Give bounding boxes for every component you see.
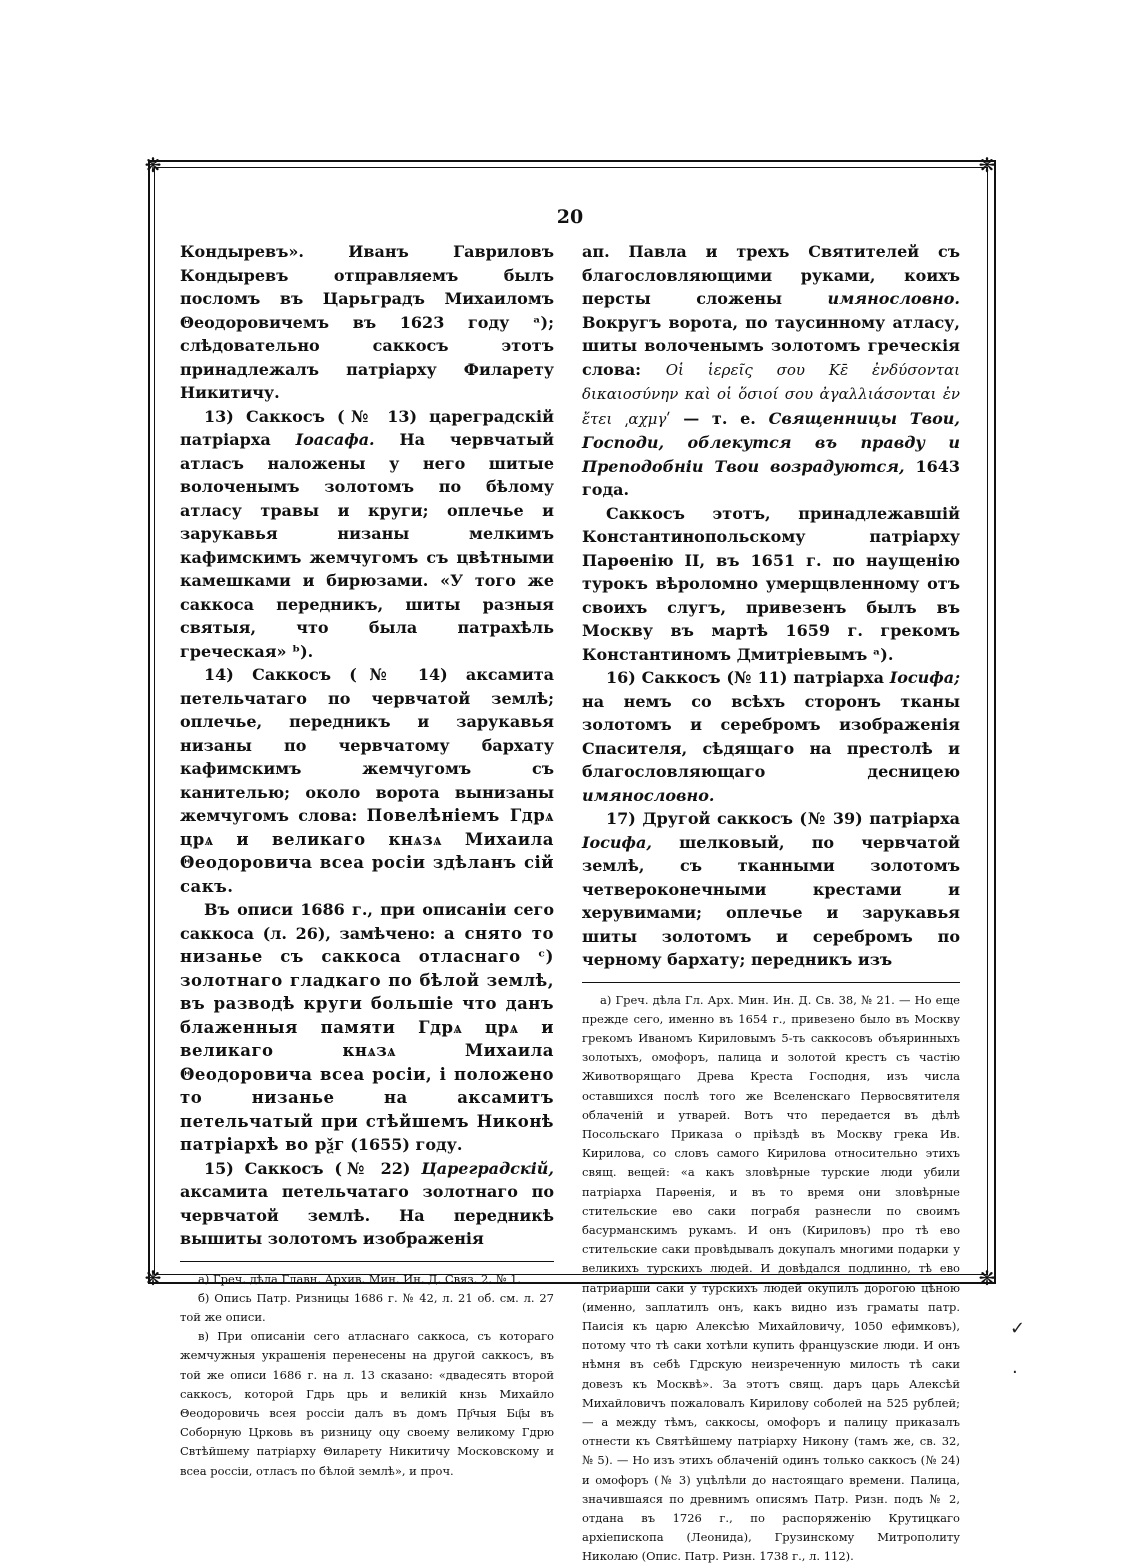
right-column xyxy=(582,240,960,1567)
footnotes-left xyxy=(180,1270,554,1481)
page-number: 20 xyxy=(556,206,584,228)
paragraph: 13) Саккосъ (№ 13) цареградскій патріарха Іоасафа. На червчатый атласъ наложены у него шитые волоченымъ золотомъ по бѣлому атласу травы и круги; оплечье и зарукавья низаны мелкимъ кафимскимъ жемчугомъ съ цвѣтными камешками и бирюзами. «У того же саккоса передникъ, шиты разныя святыя, что была патрахѣль греческая» ᵇ). xyxy=(180,406,554,661)
church-slavonic-quote: а снято то низанье съ саккоса отласнаго ᶜ) золотнаго гладкаго по бѣлой землѣ, въ разводѣ круги большіе что данъ блаженныя памяти Гдрѧ црѧ и великаго кнѧзѧ Михаила Θеодоровича всеа росіи, і положено то низанье на аксамитъ петельчатый при стѣйшемъ Никонѣ патріархѣ во рѯг xyxy=(180,923,555,1154)
footnote: б) Опись Патр. Ризницы 1686 г. № 42, л. 21 об. см. л. 27 той же описи. xyxy=(180,1290,554,1324)
church-slavonic-inscription: Повелѣніемъ Гдрѧ црѧ и великаго кнѧзѧ Михаила Θеодоровича всеа росіи здѣланъ сій сакъ. xyxy=(180,806,554,896)
paragraph: 14) Саккосъ (№ 14) аксамита петельчатаго по червчатой землѣ; оплечье, передникъ и зарукавья низаны по червчатому бархату кафимскимъ жемчугомъ съ канителью; около ворота вынизаны жемчугомъ слова: Повелѣніемъ Гдрѧ црѧ и великаго кнѧзѧ Михаила Θеодоровича всеа росіи здѣланъ сій сакъ. xyxy=(180,665,554,896)
margin-mark: ✓ xyxy=(1010,1318,1026,1339)
paragraph: Саккосъ этотъ, принадлежавшій Константинопольскому патріарху Парѳенію II, въ 1651 г. по наущенію турокъ вѣроломно умерщвленному отъ своихъ слугъ, привезенъ былъ въ Москву въ мартѣ 1659 г. грекомъ Константиномъ Дмитріевымъ ᵃ). xyxy=(582,503,960,664)
greek-inscription: Οἱ ἱερεῖς σου Κε̄ ἐνδύσονται δικαιοσύνην καὶ οἱ ὅσιοί σου ἀγαλλιάσονται ἐν ἔτει ͵αχμγʹ xyxy=(582,360,961,428)
paragraph: 16) Саккосъ (№ 11) патріарха Іосифа; на немъ со всѣхъ сторонъ тканы золотомъ и серебромъ изображенія Спасителя, сѣдящаго на престолѣ и благословляющаго десницею имянословно. xyxy=(582,668,960,805)
footnote-rule xyxy=(180,1261,554,1262)
footnote: а) Греч. дѣла Гл. Арх. Мин. Ин. Д. Св. 38, № 21. — Но еще прежде сего, именно въ 1654 г., привезено было въ Москву грекомъ Иваномъ Кириловымъ 5-ть саккосовъ объяринныхъ золотыхъ, омофоръ, палица и золотой крестъ съ частію Животворящаго Древа Креста Господня, изъ числа оставшихся послѣ того же Вселенскаго Первосвятителя облаченій и утварей. Вотъ что передается въ дѣлѣ Посольскаго Приказа о пріѣздѣ въ Москву грека Ив. Кирилова, со словъ самого Кирилова относительно этихъ свящ. вещей: «а какъ зловѣрные турские люди убили патріарха Парѳенія, и въ то время они зловѣрные стительские ево саки пограбя разнесли по своимъ басурманскимъ рукамъ. И онъ (Кириловъ) про тѣ ево стительские саки провѣдывалъ докупалъ многими подарки у великихъ турскихъ людей. И довѣдался подлинно, тѣ ево патриарши саки у турскихъ людей окупилъ дорогою цѣною (именно, заплатилъ онъ, какъ видно изъ граматы патр. Паисія къ царю Алексѣю Михайловичу, 1050 ефимковъ), потому что тѣ саки хотѣли купить французские люди. И онъ нѣмня въ себѣ Гдрскую неизреченную милость тѣ саки довезъ къ Москвѣ». За этотъ свящ. даръ царь Алексѣй Михайловичъ пожаловалъ Кирилову соболей на 525 рублей; — а между тѣмъ, саккосы, омофоръ и палицу приказалъ отнести къ Святѣйшему патріарху Никону (тамъ же, св. 32, № 5). — Но изъ этихъ облаченій одинъ только саккосъ (№ 24) и омофоръ (№ 3) уцѣлѣли до настоящаго времени. Палица, значившаяся по древнимъ описямъ Патр. Ризн. подъ № 2, отдана въ 1726 г., по распоряженію Крутицкаго архіепископа (Леонида), Грузинскому Митрополиту Николаю (Опис. Патр. Ризн. 1738 г., л. 112). xyxy=(582,992,960,1564)
left-column xyxy=(180,240,554,1481)
paragraph: Кондыревъ». Иванъ Гавриловъ Кондыревъ отправляемъ былъ посломъ въ Царьградъ Михаиломъ Θеодоровичемъ въ 1623 году ᵃ); слѣдовательно саккосъ этотъ принадлежалъ патріарху Филарету Никитичу. xyxy=(180,242,554,402)
margin-mark: · xyxy=(1012,1362,1018,1383)
corner-ornament-icon: ❋ xyxy=(144,153,162,177)
corner-ornament-icon: ❋ xyxy=(144,1266,162,1290)
paragraph: ап. Павла и трехъ Святителей съ благословляющими руками, коихъ персты сложены имянословно. Вокругъ ворота, по таусинному атласу, шиты волоченымъ золотомъ греческія слова: Οἱ ἱερεῖς σου Κε̄ ἐνδύσονται δικαιοσύνην καὶ οἱ ὅσιοί σου ἀγαλλιάσονται ἐν ἔτει ͵αχμγʹ — т. е. Священницы Твои, Господи, облекутся въ правду и Преподобніи Твои возрадуются, 1643 года. xyxy=(582,242,961,499)
footnote-rule xyxy=(582,982,960,983)
paragraph: 15) Саккосъ (№ 22) Цареградскій, аксамита петельчатаго золотнаго по червчатой землѣ. На передникѣ вышиты золотомъ изображенія xyxy=(180,1158,554,1248)
footnotes-right xyxy=(582,991,960,1567)
corner-ornament-icon: ❋ xyxy=(978,153,996,177)
footnote: а) Греч. дѣла Главн. Архив. Мин. Ин. Д. Связ. 2, № 1. xyxy=(198,1271,522,1286)
footnote: в) При описаніи сего атласнаго саккоса, съ котораго жемчужныя украшенія перенесены на другой саккосъ, въ той же описи 1686 г. на л. 13 сказано: «двадесять второй саккосъ, которой Гдрь црь и великій кнзь Михайло Θеодоровичь всея россіи далъ въ домъ Пр҃чыя Бц҃ы въ Соборную Црковь въ ризницу оцу своему великому Гдрю Свтѣйшему патріарху Θиларету Никитичу Московскому и всеа россіи, отласъ по бѣлой землѣ», и проч. xyxy=(180,1329,554,1478)
paragraph: 17) Другой саккосъ (№ 39) патріарха Іосифа, шелковый, по червчатой землѣ, съ тканными золотомъ четвероконечными крестами и херувимами; оплечье и зарукавья шиты золотомъ и серебромъ по черному бархату; передникъ изъ xyxy=(582,809,960,969)
paragraph: Въ описи 1686 г., при описаніи сего саккоса (л. 26), замѣчено: а снято то низанье съ саккоса отласнаго ᶜ) золотнаго гладкаго по бѣлой землѣ, въ разводѣ круги большіе что данъ блаженныя памяти Гдрѧ црѧ и великаго кнѧзѧ Михаила Θеодоровича всеа росіи, і положено то низанье на аксамитъ петельчатый при стѣйшемъ Никонѣ патріархѣ во рѯг (1655) году. xyxy=(180,900,555,1154)
corner-ornament-icon: ❋ xyxy=(978,1266,996,1290)
